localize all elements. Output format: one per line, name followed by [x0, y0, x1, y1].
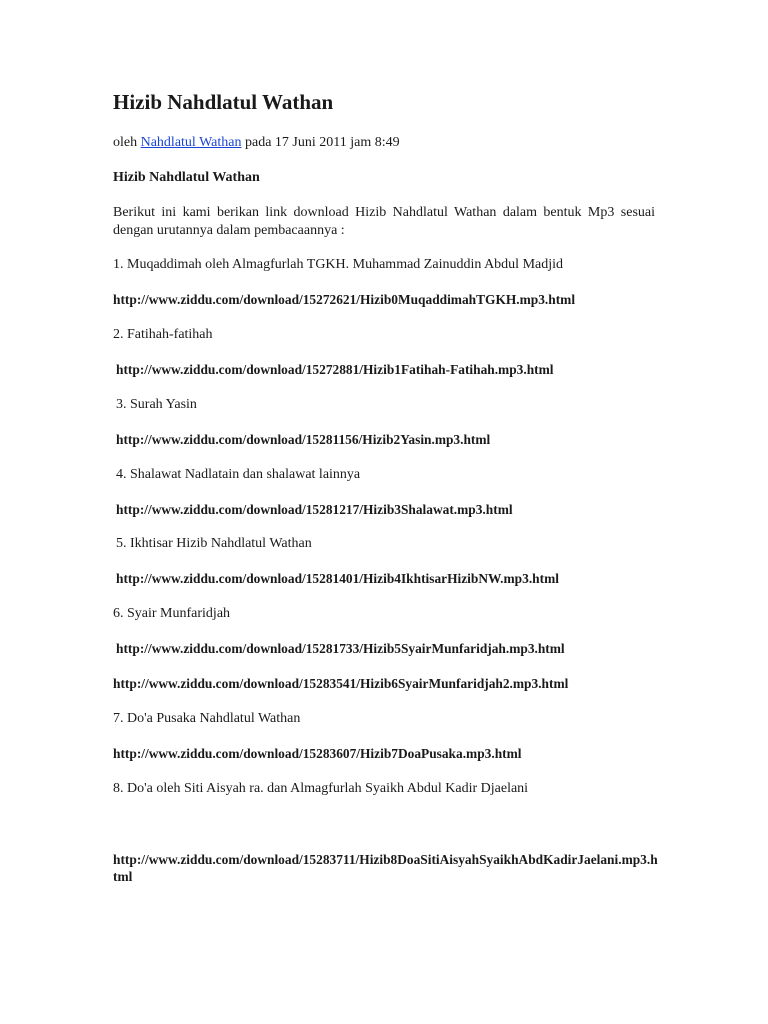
item-label-3: 3. Surah Yasin — [116, 397, 197, 412]
byline-prefix: oleh — [113, 135, 141, 150]
author-link[interactable]: Nahdlatul Wathan — [140, 135, 242, 150]
item-label-7: 7. Do'a Pusaka Nahdlatul Wathan — [113, 711, 301, 726]
download-link-6b[interactable]: http://www.ziddu.com/download/15283541/Hizib6SyairMunfaridjah2.mp3.html — [113, 676, 569, 691]
item-label-6: 6. Syair Munfaridjah — [113, 606, 231, 621]
download-link-7[interactable]: http://www.ziddu.com/download/15283607/Hizib7DoaPusaka.mp3.html — [113, 746, 522, 761]
download-link-6a[interactable]: http://www.ziddu.com/download/15281733/Hizib5SyairMunfaridjah.mp3.html — [116, 641, 565, 656]
download-link-3[interactable]: http://www.ziddu.com/download/15281156/Hizib2Yasin.mp3.html — [116, 432, 491, 447]
item-label-1: 1. Muqaddimah oleh Almagfurlah TGKH. Muhammad Zainuddin Abdul Madjid — [113, 257, 564, 272]
download-link-8[interactable]: http://www.ziddu.com/download/15283711/Hizib8DoaSitiAisyahSyaikhAbdKadirJaelani.mp3.html — [113, 852, 658, 884]
download-link-2[interactable]: http://www.ziddu.com/download/15272881/Hizib1Fatihah-Fatihah.mp3.html — [116, 362, 554, 377]
item-label-4: 4. Shalawat Nadlatain dan shalawat lainnya — [116, 467, 361, 482]
download-link-4[interactable]: http://www.ziddu.com/download/15281217/Hizib3Shalawat.mp3.html — [116, 502, 513, 517]
intro-paragraph: Berikut ini kami berikan link download Hizib Nahdlatul Wathan dalam bentuk Mp3 sesuai dengan urutannya dalam pembacaannya : — [113, 205, 655, 238]
item-label-5: 5. Ikhtisar Hizib Nahdlatul Wathan — [116, 536, 312, 551]
byline-date: pada 17 Juni 2011 jam 8:49 — [241, 135, 400, 150]
item-label-8: 8. Do'a oleh Siti Aisyah ra. dan Almagfurlah Syaikh Abdul Kadir Djaelani — [113, 781, 529, 796]
download-link-1[interactable]: http://www.ziddu.com/download/15272621/Hizib0MuqaddimahTGKH.mp3.html — [113, 292, 576, 307]
item-label-2: 2. Fatihah-fatihah — [113, 327, 213, 342]
page-title: Hizib Nahdlatul Wathan — [113, 90, 334, 114]
byline — [113, 135, 400, 151]
section-heading: Hizib Nahdlatul Wathan — [113, 170, 260, 185]
download-link-5[interactable]: http://www.ziddu.com/download/15281401/Hizib4IkhtisarHizibNW.mp3.html — [116, 571, 559, 586]
